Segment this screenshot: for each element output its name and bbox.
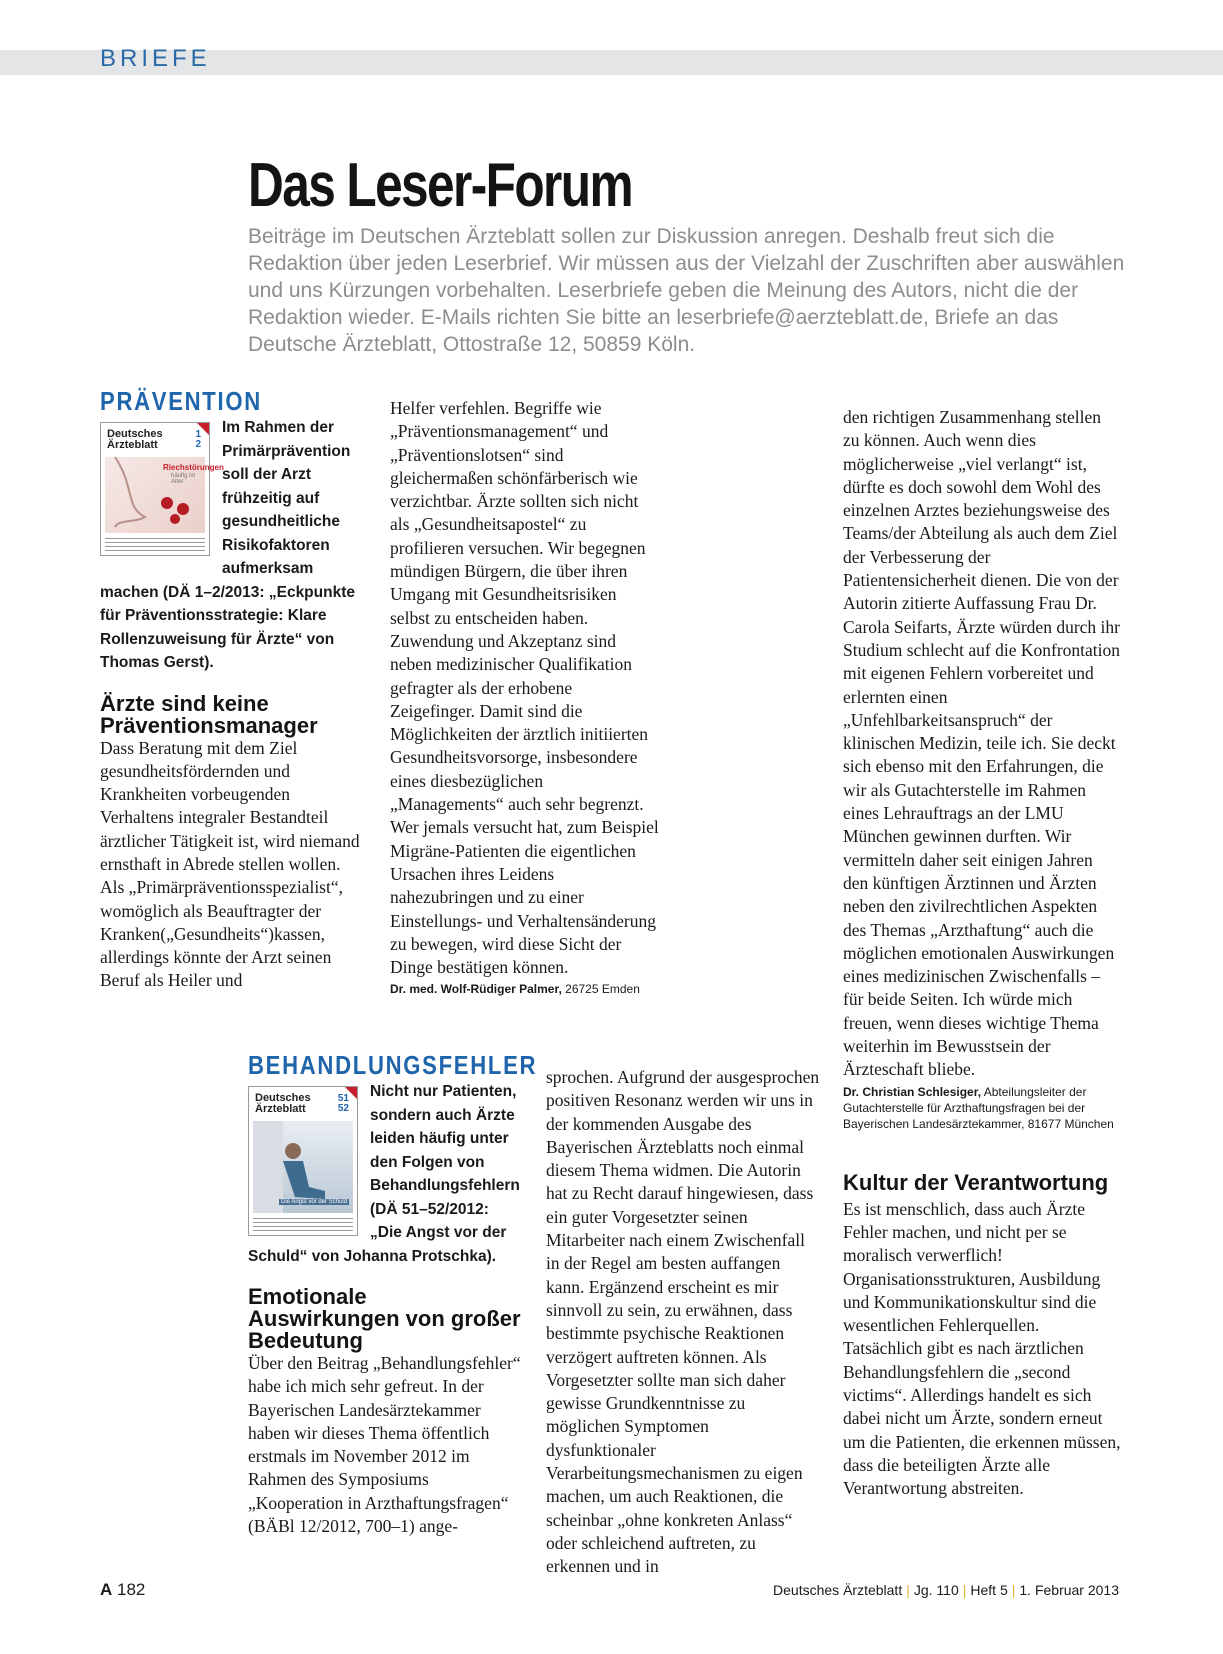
page-title: Das Leser-Forum xyxy=(248,151,632,220)
article-behandlungsfehler-column-3 xyxy=(843,406,1121,1500)
article-body-continued: Helfer verfehlen. Begriffe wie „Präventionsmanagement“ und „Präventionslotsen“ sind gleichermaßen schönfärberisch wie verzichtbar. Ärzte sollten sich nicht als „Gesundheitsapostel“ zu profilieren versuchen. Wir begegnen mündigen Bürgern, die über ihren Umgang mit Gesundheitsrisiken selbst zu entscheiden haben. Zuwendung und Akzeptanz sind neben medizinischer Qualifikation gefragter als der erhobene Zeigefinger. Damit sind die Möglichkeiten der ärztlich initiierten Gesundheitsvorsorge, insbesondere eines diesbezüglichen „Managements“ auch sehr begrenzt. Wer jemals versucht hat, zum Beispiel Migräne-Patienten die eigentlichen Ursachen ihres Leidens nahezubringen und zu einer Einstellungs- und Verhaltensänderung zu bewegen, wird diese Sicht der Dinge bestätigen können. xyxy=(390,398,659,978)
article-praevention xyxy=(100,386,362,993)
article-headline: Emotionale Auswirkungen von großer Bedeutung xyxy=(248,1284,521,1353)
article-body-continued: den richtigen Zusammenhang stellen zu können. Auch wenn dies möglicherweise „viel verlangt“ ist, dürfte es doch sowohl dem Wohl des einzelnen Arztes beziehungsweise des Teams/der Abteilung als auch dem Ziel der Verbesserung der Patientensicherheit dienen. Die von der Autorin zitierte Auffassung Frau Dr. Carola Seifarts, Ärzte würden durch ihr Studium schlecht auf die Konfrontation mit eigenen Fehlern vorbereitet und erlernten einen „Unfehlbarkeitsanspruch“ der klinischen Medizin, teile ich. Sie deckt sich ebenso mit den Erfahrungen, die wir als Gutachterstelle im Rahmen eines Lehrauftrags an der LMU München gewinnen durften. Wir vermitteln daher seit einigen Jahren den künftigen Ärztinnen und Ärzten neben den zivilrechtlichen Aspekten des Themas „Arzthaftung“ auch die möglichen emotionalen Auswirkungen eines medizinischen Zwischenfalls – für beide Seiten. Ich würde mich freuen, wenn dieses wichtige Thema weiterhin im Bewusstsein der Ärzteschaft bliebe. xyxy=(843,407,1121,1080)
journal-issue: Heft 5 xyxy=(970,1582,1008,1598)
article-body-kultur: Es ist menschlich, dass auch Ärzte Fehler machen, und nicht per se moralisch verwerflich! Organisationsstrukturen, Ausbildung und Kommunikationskultur sind die wesentlichen Fehlerquellen. Tatsächlich gibt es nach ärztlichen Behandlungsfehlern die „second victims“. Allerdings handelt es sich dabei nicht um Ärzte, sondern erneut um die Patienten, die erkennen müssen, dass die beteiligten Ärzte alle Verantwortung abstreiten. xyxy=(843,1198,1121,1499)
journal-volume: Jg. 110 xyxy=(913,1582,959,1598)
cover-text-lines xyxy=(105,535,205,553)
article-praevention-continued xyxy=(390,397,660,997)
article-body: Über den Beitrag „Behandlungsfehler“ habe ich mich sehr gefreut. In der Bayerischen Landesärztekammer haben wir dieses Thema öffentlich erstmals im November 2012 im Rahmen des Symposiums „Kooperation in Arzthaftungsfragen“ (BÄBl 12/2012, 700–1) ange- xyxy=(248,1353,521,1537)
article-reference: Nicht nur Patienten, sondern auch Ärzte leiden häufig unter den Folgen von Behandlungsfehlern (DÄ 51–52/2012: „Die Angst vor der Schuld“ von Johanna Protschka). xyxy=(248,1083,520,1265)
cover-issue-number: 1 2 xyxy=(195,429,201,450)
cover-title: Riechstörungen xyxy=(163,463,224,472)
page-number: A 182 xyxy=(100,1580,146,1599)
cover-issue-number: 51 52 xyxy=(337,1093,349,1114)
article-behandlungsfehler xyxy=(248,1050,538,1538)
topic-heading: BEHANDLUNGSFEHLER xyxy=(248,1050,538,1080)
article-headline-kultur: Kultur der Verantwortung xyxy=(843,1169,1109,1195)
journal-name: Deutsches Ärzteblatt xyxy=(773,1582,903,1598)
journal-footer xyxy=(773,1582,1119,1598)
article-reference: Im Rahmen der Primärprävention soll der Arzt frühzeitig auf gesundheitliche Risikofaktoren aufmerksam machen (DÄ 1–2/2013: „Eckpunkte für Präventionsstrategie: Klare Rollenzuweisung für Ärzte“ von Thomas Gerst). xyxy=(100,419,355,671)
article-behandlungsfehler-continued xyxy=(546,1066,821,1579)
cover-illustration xyxy=(105,457,224,533)
journal-date: 1. Februar 2013 xyxy=(1019,1582,1119,1598)
author-signature: Dr. Christian Schlesiger, Abteilungsleiter der Gutachterstelle für Arzthaftungsfragen bei der Bayerischen Landesärztekammer, 81677 München xyxy=(843,1084,1114,1131)
cover-thumbnail xyxy=(100,422,224,556)
footer-separator: | xyxy=(962,1582,967,1598)
cover-subtitle: häufig im Alter xyxy=(171,473,196,485)
cover-text-lines xyxy=(253,1215,353,1233)
footer-separator: | xyxy=(1011,1582,1016,1598)
article-headline: Ärzte sind keine Präventionsmanager xyxy=(100,690,318,738)
intro-text: Beiträge im Deutschen Ärzteblatt sollen zur Diskussion anregen. Deshalb freut sich die Redaktion über jeden Leserbrief. Wir müssen aus der Vielzahl der Zuschriften aber auswählen und uns Kürzungen vorbehalten. Leserbriefe geben die Meinung des Autors, nicht die der Redaktion wieder. E-Mails richten Sie bitte an leserbriefe@aerzteblatt.de, Briefe an das Deutsche Ärzteblatt, Ottostraße 12, 50859 Köln. xyxy=(248,225,1125,356)
article-body: Dass Beratung mit dem Ziel gesundheitsfördernden und Krankheiten vorbeugenden Verhaltens integraler Bestandteil ärztlicher Tätigkeit ist, wird niemand ernsthaft in Abrede stellen wollen. Als „Primärpräventionsspezialist“, womöglich als Beauftragter der Kranken(„Gesundheits“)kassen, allerdings könnte der Arzt seinen Beruf als Heiler und xyxy=(100,737,360,991)
topic-heading: PRÄVENTION xyxy=(100,386,262,416)
cover-logo: Deutsches Ärzteblatt xyxy=(107,428,163,451)
cover-thumbnail xyxy=(248,1086,358,1236)
footer-separator: | xyxy=(906,1582,910,1598)
cover-logo: Deutsches Ärzteblatt xyxy=(255,1092,311,1115)
nose-flower-icon xyxy=(105,457,205,533)
cover-title: Die Angst vor der Schuld xyxy=(281,1199,348,1205)
author-signature: Dr. med. Wolf-Rüdiger Palmer, 26725 Emden xyxy=(390,982,640,997)
article-body-continued: sprochen. Aufgrund der ausgesprochen positiven Resonanz werden wir uns in der kommenden Ausgabe des Bayerischen Ärzteblatts noch einmal diesem Thema widmen. Die Autorin hat zu Recht darauf hingewiesen, dass ein guter Vorgesetzter seinen Mitarbeiter nach einem Zwischenfall in der Regel am besten auffangen kann. Ergänzend erscheint es mir sinnvoll zu sein, zu erwähnen, dass bestimmte psychische Reaktionen verzögert auftreten können. Als Vorgesetzter sollte man sich daher gewisse Grundkenntnisse zu möglichen Symptomen dysfunktionaler Verarbeitungsmechanismen zu eigen machen, um auch Reaktionen, die scheinbar „ohne konkreten Anlass“ oder schleichend auftreten, zu erkennen und in xyxy=(546,1067,820,1577)
cover-photo xyxy=(253,1121,353,1213)
section-label: BRIEFE xyxy=(100,45,211,72)
